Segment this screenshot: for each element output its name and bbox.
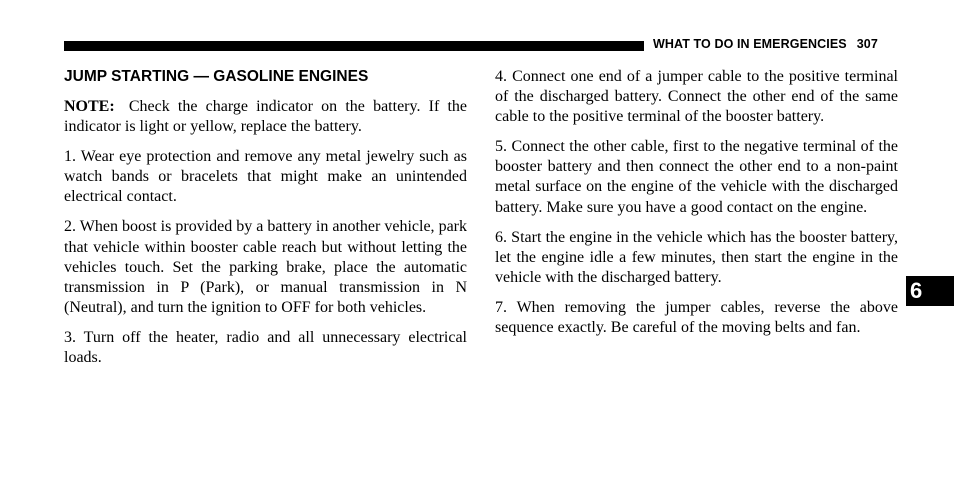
step-2: 2. When boost is provided by a battery in another vehicle, park that vehicle within booster cable reach but without letting the vehicles touch. Set the parking brake, place the automatic transmission in P (Park), or manual transmission in N (Neutral), and turn the ignition to OFF for both vehicles. bbox=[64, 218, 467, 316]
note-text: Check the charge indicator on the battery. If the indicator is light or yellow, replace the battery. bbox=[64, 98, 468, 136]
step-1: 1. Wear eye protection and remove any metal jewelry such as watch bands or bracelets that might make an unintended electrical contact. bbox=[64, 148, 467, 206]
step-6: 6. Start the engine in the vehicle which has the booster battery, let the engine idle a few minutes, then start the engine in the vehicle with the discharged battery. bbox=[495, 228, 898, 286]
note-paragraph bbox=[64, 97, 467, 137]
left-column bbox=[64, 97, 467, 378]
note-label: NOTE: bbox=[64, 98, 115, 115]
header-rule bbox=[64, 41, 644, 51]
step-3: 3. Turn off the heater, radio and all unnecessary electrical loads. bbox=[64, 328, 467, 367]
page-number: 307 bbox=[856, 37, 878, 51]
step-7: 7. When removing the jumper cables, reverse the above sequence exactly. Be careful of the moving belts and fan. bbox=[495, 298, 898, 337]
section-heading: JUMP STARTING — GASOLINE ENGINES bbox=[64, 68, 369, 85]
chapter-tab: 6 bbox=[906, 276, 954, 306]
running-header bbox=[653, 37, 898, 51]
step-4: 4. Connect one end of a jumper cable to the positive terminal of the discharged battery. Connect the other end of the same cable to the positive terminal of the booster battery. bbox=[495, 68, 898, 126]
step-5: 5. Connect the other cable, first to the negative terminal of the booster battery and then connect the other end to a non-paint metal surface on the engine of the vehicle with the discharged battery. Make sure you have a good contact on the engine. bbox=[495, 138, 898, 216]
right-column bbox=[495, 67, 898, 348]
header-section-title: WHAT TO DO IN EMERGENCIES bbox=[653, 37, 847, 51]
